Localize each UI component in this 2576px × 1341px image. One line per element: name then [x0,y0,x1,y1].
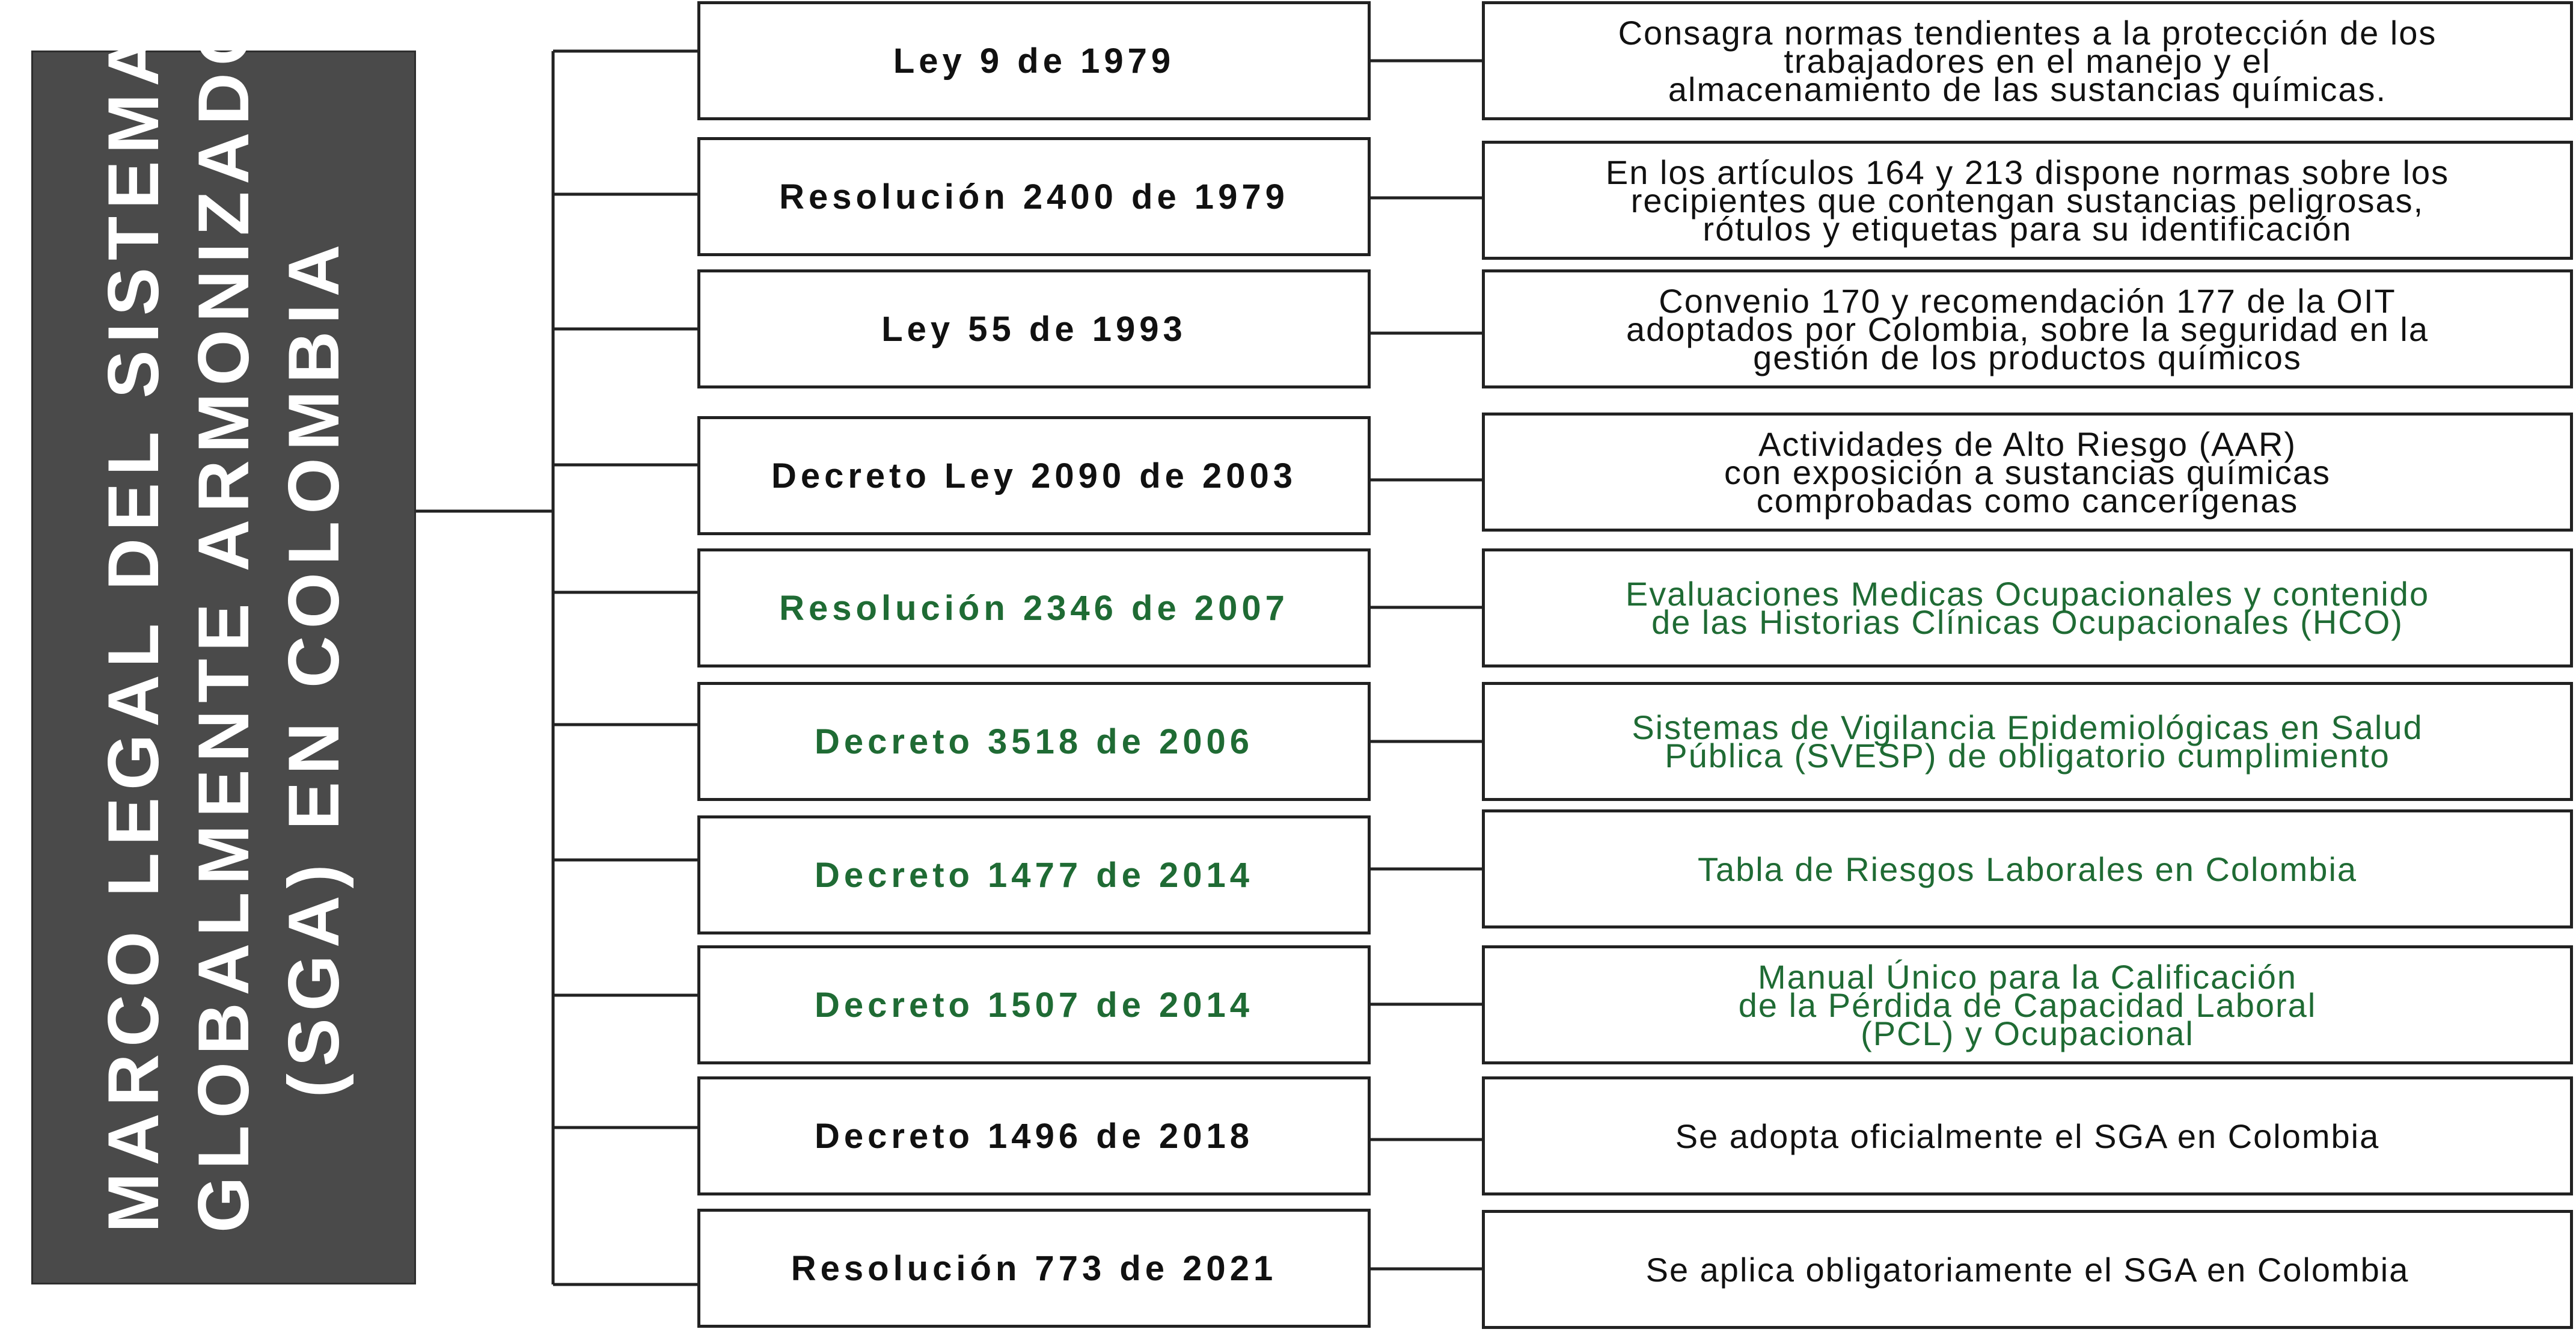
description-line: con exposición a sustancias químicas [1724,453,2331,491]
description-line: Consagra normas tendientes a la protección de los [1618,13,2437,52]
description-line: Actividades de Alto Riesgo (AAR) [1758,425,2297,463]
law-label: Resolución 2346 de 2007 [779,588,1289,628]
description-box [1482,809,2573,928]
law-label: Decreto 1496 de 2018 [814,1116,1254,1156]
law-box [697,548,1371,667]
law-label: Decreto 1507 de 2014 [814,985,1254,1025]
law-box [697,1209,1371,1328]
description-line: Manual Único para la Calificación [1757,957,2298,996]
description-box [1482,141,2573,260]
description-line: Sistemas de Vigilancia Epidemiológicas en Salud [1632,708,2423,746]
law-label: Ley 55 de 1993 [881,309,1187,349]
description-line: Tabla de Riesgos Laborales en Colombia [1697,850,2358,888]
description-box [1482,1,2573,120]
description-line: rótulos y etiquetas para su identificación [1703,209,2352,248]
description-line: de las Historias Clínicas Ocupacionales (HCO) [1651,603,2403,641]
description-box [1482,413,2573,532]
law-box [697,1076,1371,1195]
description-line: Evaluaciones Medicas Ocupacionales y contenido [1625,575,2430,613]
law-box [697,1,1371,120]
description-box [1482,269,2573,388]
description-line: Se adopta oficialmente el SGA en Colombia [1675,1117,2380,1155]
law-label: Decreto Ley 2090 de 2003 [771,456,1297,496]
description-line: (PCL) y Ocupacional [1861,1014,2194,1052]
description-box [1482,1076,2573,1195]
description-line: comprobadas como cancerígenas [1756,481,2299,520]
diagram-title [88,2,359,1233]
description-line: gestión de los productos químicos [1753,338,2302,376]
description-line: recipientes que contengan sustancias peligrosas, [1630,181,2425,219]
law-box [697,416,1371,535]
law-label: Resolución 773 de 2021 [791,1248,1277,1288]
description-line: trabajadores en el manejo y el [1784,41,2271,80]
law-label: Resolución 2400 de 1979 [779,177,1289,216]
description-line: almacenamiento de las sustancias químicas. [1668,70,2387,108]
law-box [697,269,1371,388]
description-line: adoptados por Colombia, sobre la seguridad en la [1626,310,2429,348]
description-line: Convenio 170 y recomendación 177 de la OIT [1659,281,2396,320]
description-line: Se aplica obligatoriamente el SGA en Colombia [1645,1250,2409,1289]
description-box [1482,945,2573,1064]
law-box [697,137,1371,256]
title-line-1: MARCO LEGAL DEL SISTEMA [93,27,174,1233]
description-line: En los artículos 164 y 213 dispone normas sobre los [1605,153,2450,191]
law-label: Decreto 3518 de 2006 [814,722,1254,761]
description-box [1482,548,2573,667]
description-box [1482,682,2573,801]
law-box [697,682,1371,801]
law-box [697,815,1371,934]
law-label: Ley 9 de 1979 [893,41,1175,81]
description-line: de la Pérdida de Capacidad Laboral [1738,986,2317,1024]
law-box [697,945,1371,1064]
title-panel [31,2,416,1284]
law-label: Decreto 1477 de 2014 [814,855,1254,895]
description-line: Pública (SVESP) de obligatorio cumplimiento [1665,737,2390,775]
description-box [1482,1210,2573,1329]
title-line-2: GLOBALMENTE ARMONIZADO [183,2,264,1233]
title-line-3: (SGA) EN COLOMBIA [274,237,354,1098]
